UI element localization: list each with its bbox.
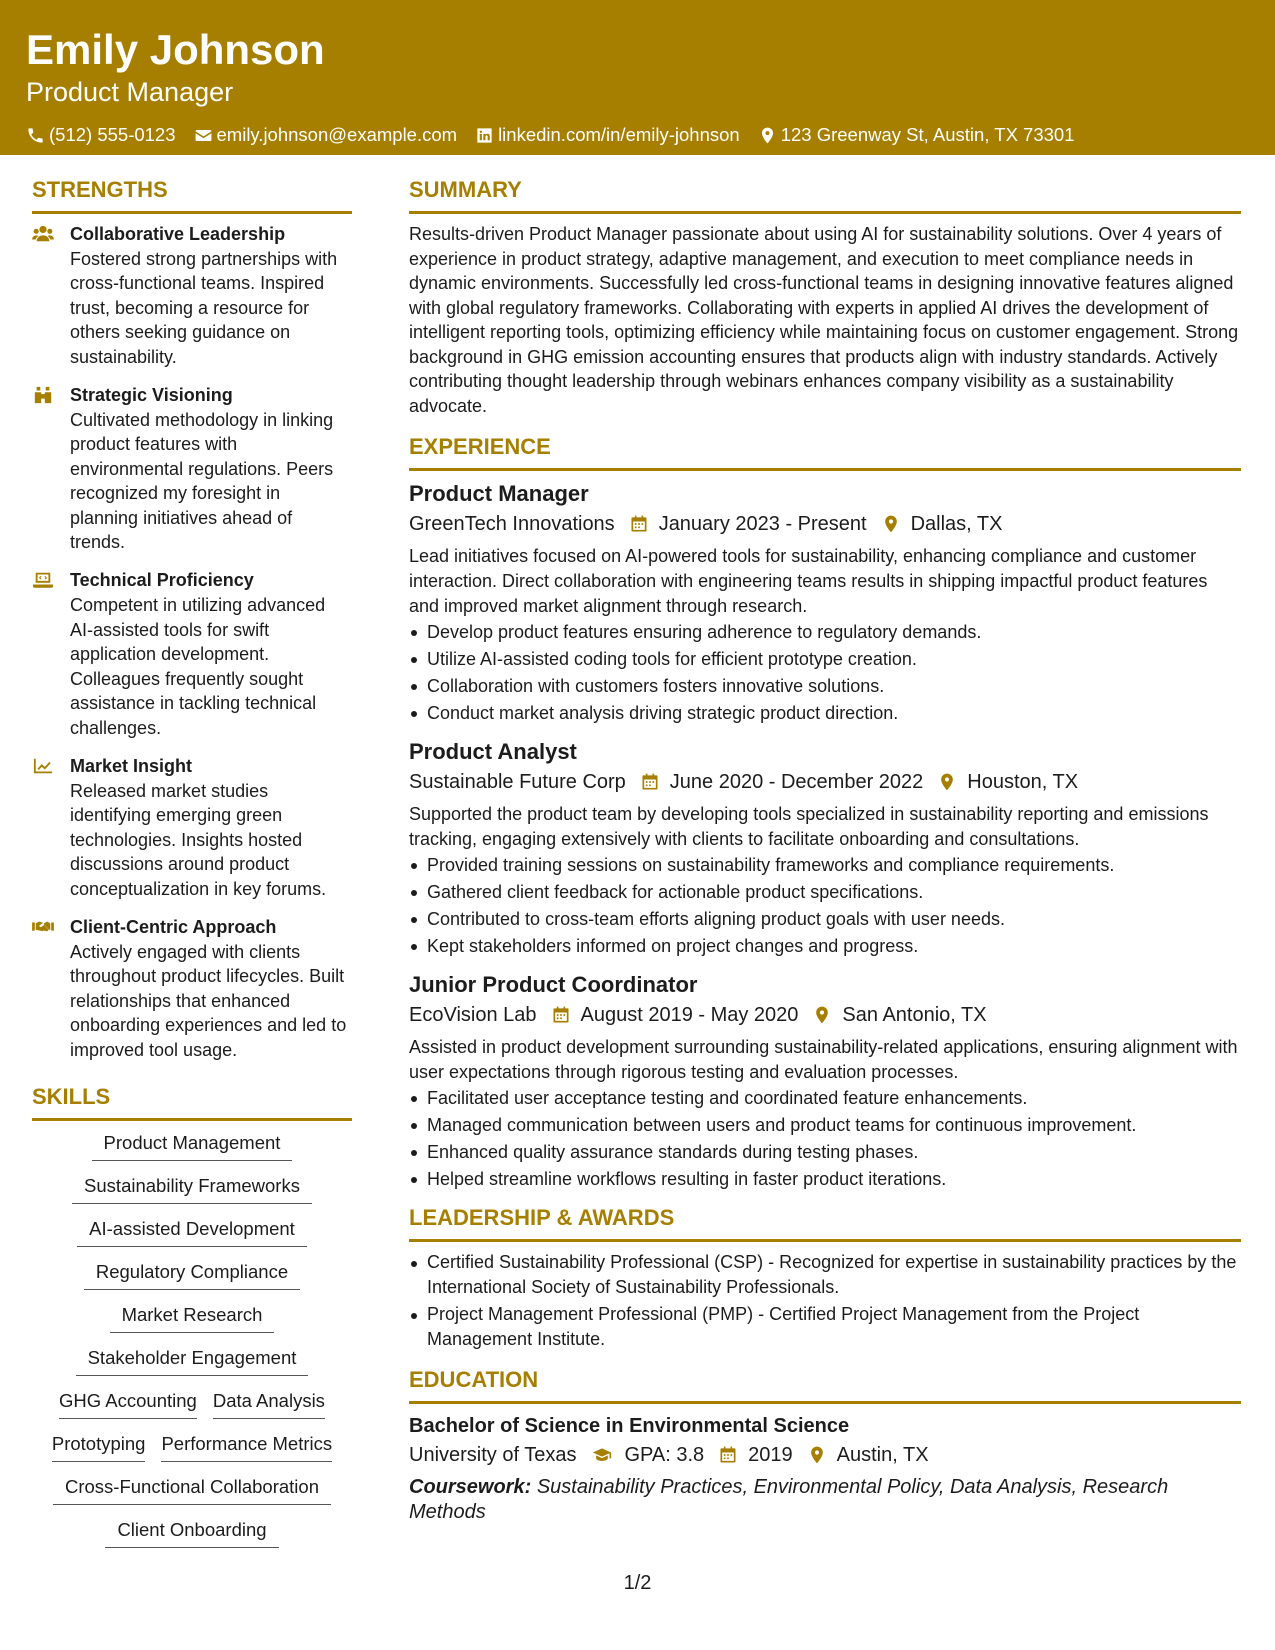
summary-text: Results-driven Product Manager passionate about using AI for sustainability solutions. Over 4 years of experience in product strategy, adaptive management, and execution to meet compliance needs in dynamic environments. Successfully led cross-functional teams in designing innovative features aligned with global regulatory frameworks. Collaborating with experts in applied AI drives the development of intelligent reporting tools, optimizing efficiency while maintaining focus on customer engagement. Strong background in GHG emission accounting ensures that products align with industry standards. Actively contributing thought leadership through webinars enhances company visibility as a sustainability advocate.: [409, 224, 1239, 416]
candidate-name: Emily Johnson: [26, 26, 325, 73]
job-dates: August 2019 - May 2020: [580, 1004, 799, 1026]
degree-title: Bachelor of Science in Environmental Science: [409, 1415, 850, 1437]
bullet-item: Collaboration with customers fosters innovative solutions.: [409, 673, 1241, 700]
education-meta: [409, 1440, 1241, 1470]
strength-desc: Actively engaged with clients throughout product lifecycles. Built relationships that enhanced onboarding experiences and led to improved tool usage.: [70, 941, 347, 1060]
strength-title: Technical Proficiency: [70, 570, 254, 591]
graduation-cap-icon: [590, 1445, 614, 1465]
strength-item: [32, 222, 352, 369]
job-description: Lead initiatives focused on AI-powered tools for sustainability, enhancing compliance and customer interaction. Direct collaboration with engineering teams results in shipping impactful product features and improved market alignment through research.: [409, 546, 1208, 616]
gpa-text: GPA: 3.8: [624, 1444, 705, 1466]
calendar-icon: [718, 1445, 738, 1465]
strength-item: [32, 568, 352, 739]
laptop-code-icon: [32, 570, 54, 590]
skill-tag: Cross-Functional Collaboration: [53, 1475, 331, 1505]
bullet-item: Gathered client feedback for actionable product specifications.: [409, 879, 1241, 906]
skill-tag: Market Research: [110, 1303, 275, 1333]
skill-tag: GHG Accounting: [59, 1389, 197, 1419]
strength-title: Strategic Visioning: [70, 385, 233, 406]
strength-desc: Fostered strong partnerships with cross-functional teams. Inspired trust, becoming a resource for others seeking guidance on sustainability.: [70, 249, 338, 367]
strength-title: Client-Centric Approach: [70, 916, 277, 937]
skill-tag: Sustainability Frameworks: [72, 1174, 312, 1204]
binoculars-icon: [32, 385, 54, 405]
map-pin-icon: [812, 1005, 832, 1025]
graduation-year: 2019: [748, 1444, 793, 1466]
people-icon: [32, 224, 54, 244]
contact-email[interactable]: [194, 123, 458, 147]
skills-heading: SKILLS: [32, 1082, 352, 1121]
awards-list: [409, 1250, 1241, 1351]
page-number: 1/2: [623, 1572, 652, 1594]
bullet-item: Utilize AI-assisted coding tools for efficient prototype creation.: [409, 646, 1241, 673]
strength-title: Collaborative Leadership: [70, 224, 286, 244]
company-name: EcoVision Lab: [409, 1004, 537, 1026]
strength-desc: Cultivated methodology in linking product features with environmental regulations. Peers recognized my foresight in planning initiatives ahead of trends.: [70, 410, 334, 553]
phone-icon: [26, 126, 45, 145]
job-meta: [409, 1000, 1241, 1030]
bullet-item: Kept stakeholders informed on project changes and progress.: [409, 933, 1241, 960]
bullet-item: Provided training sessions on sustainability frameworks and compliance requirements.: [409, 852, 1241, 879]
resume-header: [0, 0, 1275, 155]
job-title: Product Manager: [409, 481, 589, 506]
contact-phone: [26, 123, 176, 147]
address-text: 123 Greenway St, Austin, TX 73301: [780, 124, 1075, 145]
skill-tag: AI-assisted Development: [77, 1217, 307, 1247]
school-name: University of Texas: [409, 1444, 577, 1466]
company-name: Sustainable Future Corp: [409, 771, 626, 793]
coursework-label: Coursework:: [409, 1476, 532, 1498]
bullet-item: Facilitated user acceptance testing and coordinated feature enhancements.: [409, 1085, 1241, 1112]
left-column: [32, 175, 352, 1561]
skill-tag: Product Management: [92, 1131, 293, 1161]
calendar-icon: [551, 1005, 571, 1025]
bullet-item: Contributed to cross-team efforts aligning product goals with user needs.: [409, 906, 1241, 933]
education-entry: [409, 1412, 1241, 1524]
bullet-item: Conduct market analysis driving strategic product direction.: [409, 700, 1241, 727]
skill-tag: Data Analysis: [213, 1389, 325, 1419]
job-bullets: [409, 1085, 1241, 1193]
job-entry: [409, 479, 1241, 727]
bullet-item: Develop product features ensuring adherence to regulatory demands.: [409, 619, 1241, 646]
strength-item: [32, 754, 352, 901]
job-entry: [409, 737, 1241, 960]
strength-item: [32, 383, 352, 554]
email-link[interactable]: emily.johnson@example.com: [216, 124, 458, 145]
job-dates: January 2023 - Present: [658, 513, 867, 535]
coursework: [409, 1475, 1241, 1524]
skill-tag: Performance Metrics: [161, 1432, 332, 1462]
award-item: Certified Sustainability Professional (CSP) - Recognized for expertise in sustainability practices by the International Society of Sustainability Professionals.: [409, 1250, 1241, 1299]
linkedin-icon: [475, 126, 494, 145]
strength-desc: Competent in utilizing advanced AI-assisted tools for swift application development. Colleagues frequently sought assistance in tackling technical challenges.: [70, 595, 326, 738]
strength-title: Market Insight: [70, 755, 193, 776]
job-title: Junior Product Coordinator: [409, 972, 698, 997]
job-entry: [409, 970, 1241, 1193]
bullet-item: Enhanced quality assurance standards during testing phases.: [409, 1139, 1241, 1166]
right-column: [409, 175, 1241, 1524]
skill-tag: Prototyping: [52, 1432, 146, 1462]
education-heading: EDUCATION: [409, 1365, 1241, 1404]
bullet-item: Helped streamline workflows resulting in faster product iterations.: [409, 1166, 1241, 1193]
linkedin-link[interactable]: linkedin.com/in/emily-johnson: [498, 124, 740, 145]
contact-address: [758, 123, 1075, 147]
map-pin-icon: [881, 514, 901, 534]
job-bullets: [409, 619, 1241, 727]
job-meta: [409, 767, 1241, 797]
skill-tag: Stakeholder Engagement: [76, 1346, 309, 1376]
coursework-text: Sustainability Practices, Environmental Policy, Data Analysis, Research Methods: [409, 1476, 1169, 1523]
company-name: GreenTech Innovations: [409, 513, 615, 535]
job-location: San Antonio, TX: [842, 1004, 987, 1026]
handshake-icon: [32, 917, 54, 937]
job-location: Dallas, TX: [910, 513, 1003, 535]
job-bullets: [409, 852, 1241, 960]
contact-linkedin[interactable]: [475, 123, 740, 147]
skill-tag: Regulatory Compliance: [84, 1260, 300, 1290]
skills-list: [32, 1131, 352, 1548]
job-meta: [409, 509, 1241, 539]
job-location: Houston, TX: [967, 771, 1079, 793]
strength-desc: Released market studies identifying emerging green technologies. Insights hosted discussions around product conceptualization in key forums.: [70, 780, 327, 899]
skill-tag: Client Onboarding: [105, 1518, 278, 1548]
map-pin-icon: [758, 126, 777, 145]
awards-heading: LEADERSHIP & AWARDS: [409, 1203, 1241, 1242]
map-pin-icon: [807, 1445, 827, 1465]
strengths-heading: STRENGTHS: [32, 175, 352, 214]
summary-heading: SUMMARY: [409, 175, 1241, 214]
map-pin-icon: [937, 772, 957, 792]
calendar-icon: [640, 772, 660, 792]
job-description: Assisted in product development surrounding sustainability-related applications, ensuring alignment with user expectations through rigorous testing and evaluation processes.: [409, 1037, 1238, 1082]
job-title: Product Analyst: [409, 739, 577, 764]
bullet-item: Managed communication between users and product teams for continuous improvement.: [409, 1112, 1241, 1139]
phone-text: (512) 555-0123: [49, 124, 176, 145]
job-description: Supported the product team by developing tools specialized in sustainability reporting and emissions tracking, engaging extensively with clients to facilitate onboarding and consultations.: [409, 804, 1209, 849]
strength-item: [32, 915, 352, 1062]
job-dates: June 2020 - December 2022: [669, 771, 924, 793]
envelope-icon: [194, 126, 213, 145]
experience-heading: EXPERIENCE: [409, 432, 1241, 471]
school-location: Austin, TX: [836, 1444, 929, 1466]
chart-line-icon: [32, 756, 54, 776]
award-item: Project Management Professional (PMP) - Certified Project Management from the Project Management Institute.: [409, 1302, 1241, 1351]
calendar-icon: [629, 514, 649, 534]
candidate-role: Product Manager: [26, 77, 234, 107]
strengths-list: [32, 222, 352, 1062]
contact-bar: [26, 123, 1249, 147]
